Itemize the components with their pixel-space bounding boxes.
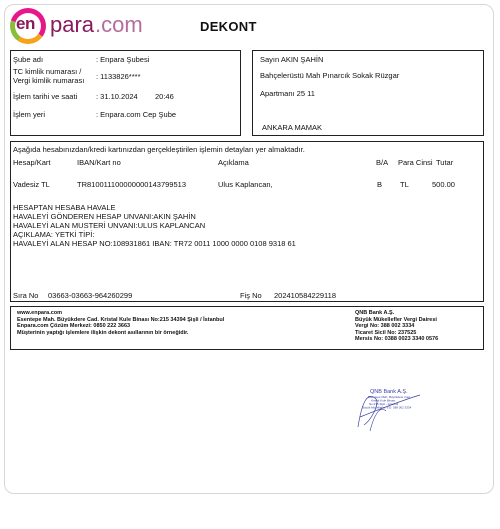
footer-address: Esentepe Mah. Büyükdere Cad. Kristal Kule Binası No:215 34394 Şişli / İstanbul	[17, 316, 225, 323]
header-iban: IBAN/Kart no	[77, 158, 121, 167]
row-amount: 500.00	[432, 180, 455, 189]
row-iban: TR810011100000000143799513	[77, 180, 186, 189]
branch-value: : Enpara Şubesi	[96, 55, 150, 64]
transactions-intro: Aşağıda hesabınızdan/kredi kartınızdan gerçekleştirilen işlemin detayları yer almaktadır.	[13, 145, 305, 154]
header-amount: Tutar	[436, 158, 454, 167]
row-description: Ulus Kaplancan,	[218, 180, 273, 189]
header-ba: B/A	[376, 158, 389, 167]
svg-text:QNB Bank A.Ş.: QNB Bank A.Ş.	[370, 389, 408, 395]
detail-line-4: AÇIKLAMA: YETKİ TİPİ:	[13, 230, 95, 239]
page-title: DEKONT	[200, 19, 257, 34]
header-account: Hesap/Kart	[13, 158, 51, 167]
detail-line-5: HAVALEYİ ALAN HESAP NO:108931861 IBAN: TR72 0011 1000 0000 0108 9318 61	[13, 239, 296, 248]
detail-line-1: HESAPTAN HESABA HAVALE	[13, 203, 116, 212]
time-value: 20:46	[155, 92, 174, 101]
footer-note: Müşterinin yaptığı işlemlere ilişkin dekont asıllarının bir örneğidir.	[17, 329, 189, 336]
logo-en-text: en	[16, 14, 35, 33]
row-ba: B	[377, 180, 383, 189]
customer-city: ANKARA MAMAK	[262, 123, 323, 132]
place-value: : Enpara.com Cep Şube	[96, 110, 177, 119]
tc-label-2: Vergi kimlik numarası	[13, 76, 85, 85]
sira-label: Sıra No	[13, 291, 39, 300]
tc-value: : 1133826****	[96, 72, 141, 81]
date-value: : 31.10.2024	[96, 92, 138, 101]
bank-stamp-signature	[340, 381, 435, 433]
svg-text:Büyük Mükellefler V.D. 388 002: Büyük Mükellefler V.D. 388 002 3334	[362, 405, 412, 410]
logo-com-text: .com	[95, 12, 143, 37]
svg-text:Kristal Kule Binası: Kristal Kule Binası	[371, 398, 396, 403]
customer-address-line-2: Apartmanı 25 11	[260, 89, 315, 98]
customer-name: Sayın AKIN ŞAHİN	[260, 55, 324, 64]
header-currency: Para Cinsi	[398, 158, 433, 167]
fis-value: 202410584229118	[274, 291, 337, 300]
detail-line-2: HAVALEYİ GÖNDEREN HESAP UNVANI:AKIN ŞAHİN	[13, 212, 196, 221]
footer-support: Enpara.com Çözüm Merkezi: 0850 222 3663	[17, 323, 131, 329]
detail-line-3: HAVALEYİ ALAN MUSTERİ UNVANI:ULUS KAPLANCAN	[13, 221, 206, 230]
customer-address-line-1: Bahçelerüstü Mah Pınarcık Sokak Rüzgar	[260, 71, 400, 80]
date-label: İşlem tarihi ve saati	[13, 92, 78, 101]
enpara-logo	[10, 6, 160, 46]
fis-label: Fiş No	[240, 291, 262, 300]
footer-website: www.enpara.com	[17, 310, 63, 316]
trade-registry: Ticaret Sicil No: 237525	[355, 329, 417, 336]
header-description: Açıklama	[218, 158, 249, 167]
place-label: İşlem yeri	[13, 110, 46, 119]
tc-label-1: TC kimlik numarası /	[13, 67, 82, 76]
svg-text:Esentepe Mah. Büyükdere Cad.: Esentepe Mah. Büyükdere Cad.	[368, 395, 411, 399]
row-currency: TL	[400, 180, 409, 189]
branch-label: Şube adı	[13, 55, 44, 64]
bank-name: QNB Bank A.Ş.	[355, 310, 395, 316]
tax-number: Vergi No: 388 002 3334	[355, 323, 415, 329]
svg-text:No:215 Şişli - İstanbul: No:215 Şişli - İstanbul	[369, 402, 399, 406]
tax-office: Büyük Mükellefler Vergi Dairesi	[355, 316, 437, 323]
logo-para-text: para	[50, 12, 95, 37]
row-account: Vadesiz TL	[13, 180, 50, 189]
sira-value: 03663-03663-964260299	[48, 291, 133, 300]
mersis-number: Mersis No: 0388 0023 3340 0576	[355, 336, 439, 342]
